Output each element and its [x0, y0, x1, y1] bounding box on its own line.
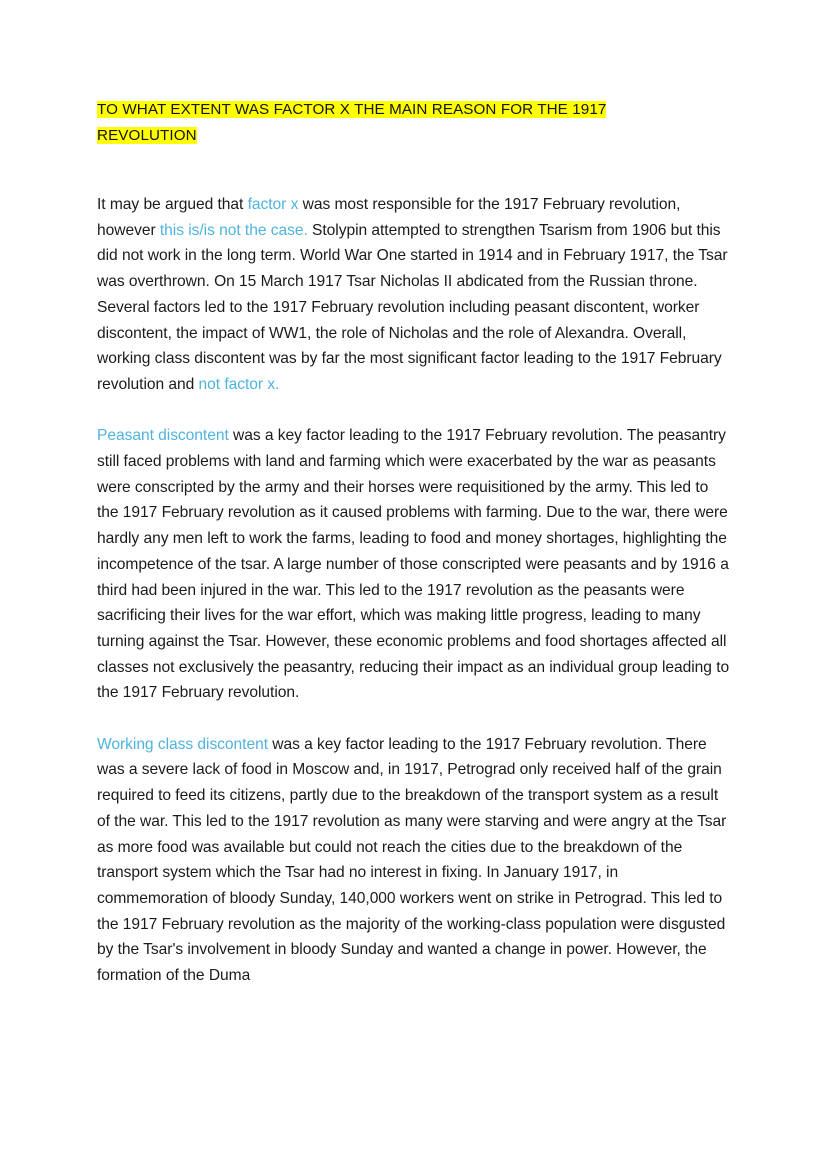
accent-phrase: factor x: [247, 196, 299, 213]
page-title-line-1: TO WHAT EXTENT WAS FACTOR X THE MAIN REASON FOR THE 1917: [97, 101, 607, 118]
paragraph-peasant-discontent: [97, 423, 733, 706]
paragraph-working-class-discontent: [97, 732, 733, 989]
accent-phrase: Peasant discontent: [97, 427, 229, 445]
body-text-run: Stolypin attempted to strengthen Tsarism from 1906 but this did not work in the long term. World War One started in 1914 and in February 1917, the Tsar was overthrown. On 15 March 1917 Tsar Nicholas II abdicated from the Russian throne. Several factors led to the 1917 February revolution including peasant discontent, worker discontent, the impact of WW1, the role of Nicholas and the role of Alexandra. Overall, working class discontent was by far the most significant factor leading to the 1917 February revolution and: [97, 221, 732, 393]
body-text-run: was a key factor leading to the 1917 February revolution. There was a severe lack of food in Moscow and, in 1917, Petrograd only received half of the grain required to feed its citizens, partly due to the breakdown of the transport system as a result of the war. This led to the 1917 revolution as many were starving and were angry at the Tsar as more food was available but could not reach the cities due to the breakdown of the transport system which the Tsar had no interest in fixing. In January 1917, in commemoration of bloody Sunday, 140,000 workers went on strike in Petrograd. This led to the 1917 February revolution as the majority of the working-class population were disgusted by the Tsar's involvement in bloody Sunday and wanted a change in power. However, the formation of the Duma: [97, 735, 731, 985]
body-text-run: was most responsible for the 1917 February revolution, however: [97, 196, 685, 239]
document-text-column: [97, 97, 733, 989]
page-title: [97, 97, 650, 148]
body-text-run: It may be argued that: [97, 196, 248, 213]
accent-phrase: Working class discontent: [97, 735, 268, 753]
accent-phrase: this is/is not the case.: [159, 221, 308, 239]
page-title-line-2: REVOLUTION: [97, 126, 197, 144]
accent-phrase: not factor x.: [198, 375, 280, 393]
paragraph-intro: [97, 192, 733, 398]
body-text-run: was a key factor leading to the 1917 February revolution. The peasantry still faced problems with land and farming which were exacerbated by the war as peasants were conscripted by the army and their horses were requisitioned by the army. This led to the 1917 February revolution as it caused problems with farming. Due to the war, there were hardly any men left to work the farms, leading to food and money shortages, highlighting the incompetence of the tsar. A large number of those conscripted were peasants and by 1916 a third had been injured in the war. This led to the 1917 revolution as the peasants were sacrificing their lives for the war effort, which was making little progress, leading to many turning against the Tsar. However, these economic problems and food shortages affected all classes not exclusively the peasantry, reducing their impact as an individual group leading to the 1917 February revolution.: [97, 427, 734, 702]
